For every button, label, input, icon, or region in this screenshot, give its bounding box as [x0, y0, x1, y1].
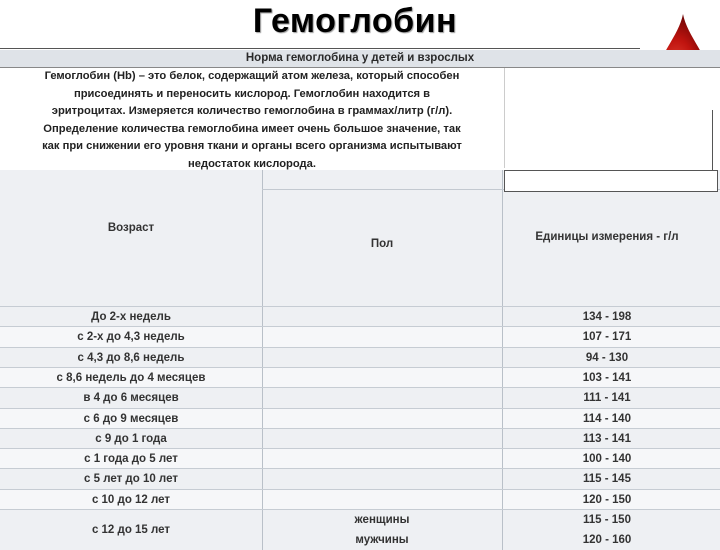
sex-cell: мужчины: [355, 534, 409, 547]
column-divider: [502, 409, 503, 429]
column-divider: [502, 429, 503, 449]
description-line: Гемоглобин (Hb) – это белок, содержащий атом железа, который способен: [44, 70, 460, 82]
description-term: Гемоглобин (Hb): [44, 70, 136, 82]
value-cell: 111 - 141: [583, 392, 631, 405]
value-cell: 103 - 141: [582, 371, 632, 384]
sex-cell: [262, 409, 502, 429]
column-divider: [262, 388, 263, 408]
value-cell: 94 - 130: [585, 351, 629, 364]
value-cell: 120 - 150: [582, 493, 632, 506]
age-cell: с 1 года до 5 лет: [84, 453, 178, 466]
sex-cell: [262, 429, 502, 449]
value-cell: 100 - 140: [582, 453, 632, 466]
table-row: [0, 448, 720, 469]
column-divider: [502, 530, 503, 550]
column-divider: [262, 530, 263, 550]
description-line: недостаток кислорода.: [187, 157, 316, 170]
page-title: Гемоглобин: [252, 2, 458, 40]
header-sex: Пол: [370, 238, 394, 250]
description-line: эритроцитах. Измеряется количество гемоглобина в граммах/литр (г/л).: [51, 105, 453, 117]
sex-cell: [262, 307, 502, 327]
value-cell: 107 - 171: [582, 331, 632, 344]
top-divider: [0, 48, 640, 49]
column-divider: [262, 368, 263, 388]
value-cell: 113 - 141: [583, 432, 631, 445]
table-subtitle: Норма гемоглобина у детей и взрослых: [0, 50, 720, 68]
sex-cell: [262, 490, 502, 510]
table-row: [0, 306, 720, 327]
empty-cell: [504, 68, 720, 168]
column-divider: [502, 388, 503, 408]
sex-cell: [262, 348, 502, 368]
column-divider: [262, 510, 263, 530]
sex-cell: [262, 469, 502, 489]
column-divider: [502, 510, 503, 530]
description-block: [0, 68, 504, 168]
sex-cell: женщины: [354, 514, 410, 526]
age-cell: с 8,6 недель до 4 месяцев: [56, 371, 206, 384]
table-row: [0, 347, 720, 368]
age-cell: с 12 до 15 лет: [91, 524, 171, 536]
column-divider: [262, 469, 263, 489]
column-divider: [262, 449, 263, 469]
table-row: [0, 387, 720, 408]
age-cell: с 6 до 9 месяцев: [83, 412, 179, 425]
column-divider: [502, 490, 503, 510]
sex-cell: [262, 327, 502, 347]
table-row: [0, 408, 720, 429]
table-border: [712, 110, 713, 170]
description-line: присоединять и переносить кислород. Гемоглобин находится в: [73, 87, 431, 100]
table-row: [0, 326, 720, 347]
value-cell: 114 - 140: [583, 412, 631, 425]
sex-cell: [262, 368, 502, 388]
age-cell: с 2-х до 4,3 недель: [77, 331, 185, 344]
table-row: [0, 468, 720, 489]
table-row: [0, 489, 720, 510]
column-divider: [502, 327, 503, 347]
column-divider: [262, 307, 263, 327]
sex-cell: [262, 388, 502, 408]
column-divider: [262, 348, 263, 368]
column-divider: [502, 449, 503, 469]
column-divider: [262, 327, 263, 347]
column-divider: [502, 307, 503, 327]
age-cell: в 4 до 6 месяцев: [83, 392, 179, 405]
value-cell: 120 - 160: [582, 534, 632, 547]
column-divider: [262, 490, 263, 510]
header-units: Единицы измерения - г/л: [535, 231, 679, 243]
column-divider: [502, 469, 503, 489]
header-age: Возраст: [107, 222, 155, 234]
age-cell: с 4,3 до 8,6 недель: [77, 351, 185, 364]
description-line: Определение количества гемоглобина имеет очень большое значение, так: [43, 122, 461, 135]
sex-cell: [262, 449, 502, 469]
description-line: как при снижении его уровня ткани и органы всего организма испытывают: [42, 140, 462, 152]
table-row: [0, 509, 720, 536]
column-divider: [502, 368, 503, 388]
column-divider: [502, 348, 503, 368]
age-cell: с 10 до 12 лет: [91, 493, 171, 506]
column-divider: [262, 429, 263, 449]
age-cell: с 9 до 1 года: [95, 432, 167, 445]
table-row: [0, 428, 720, 449]
table-row: [0, 367, 720, 388]
value-cell: 115 - 150: [583, 514, 631, 526]
age-cell: До 2-х недель: [91, 311, 171, 323]
value-cell: 134 - 198: [582, 311, 632, 323]
column-divider: [262, 409, 263, 429]
value-cell: 115 - 145: [583, 473, 631, 486]
age-cell: с 5 лет до 10 лет: [84, 473, 178, 486]
empty-cell: [504, 170, 718, 192]
